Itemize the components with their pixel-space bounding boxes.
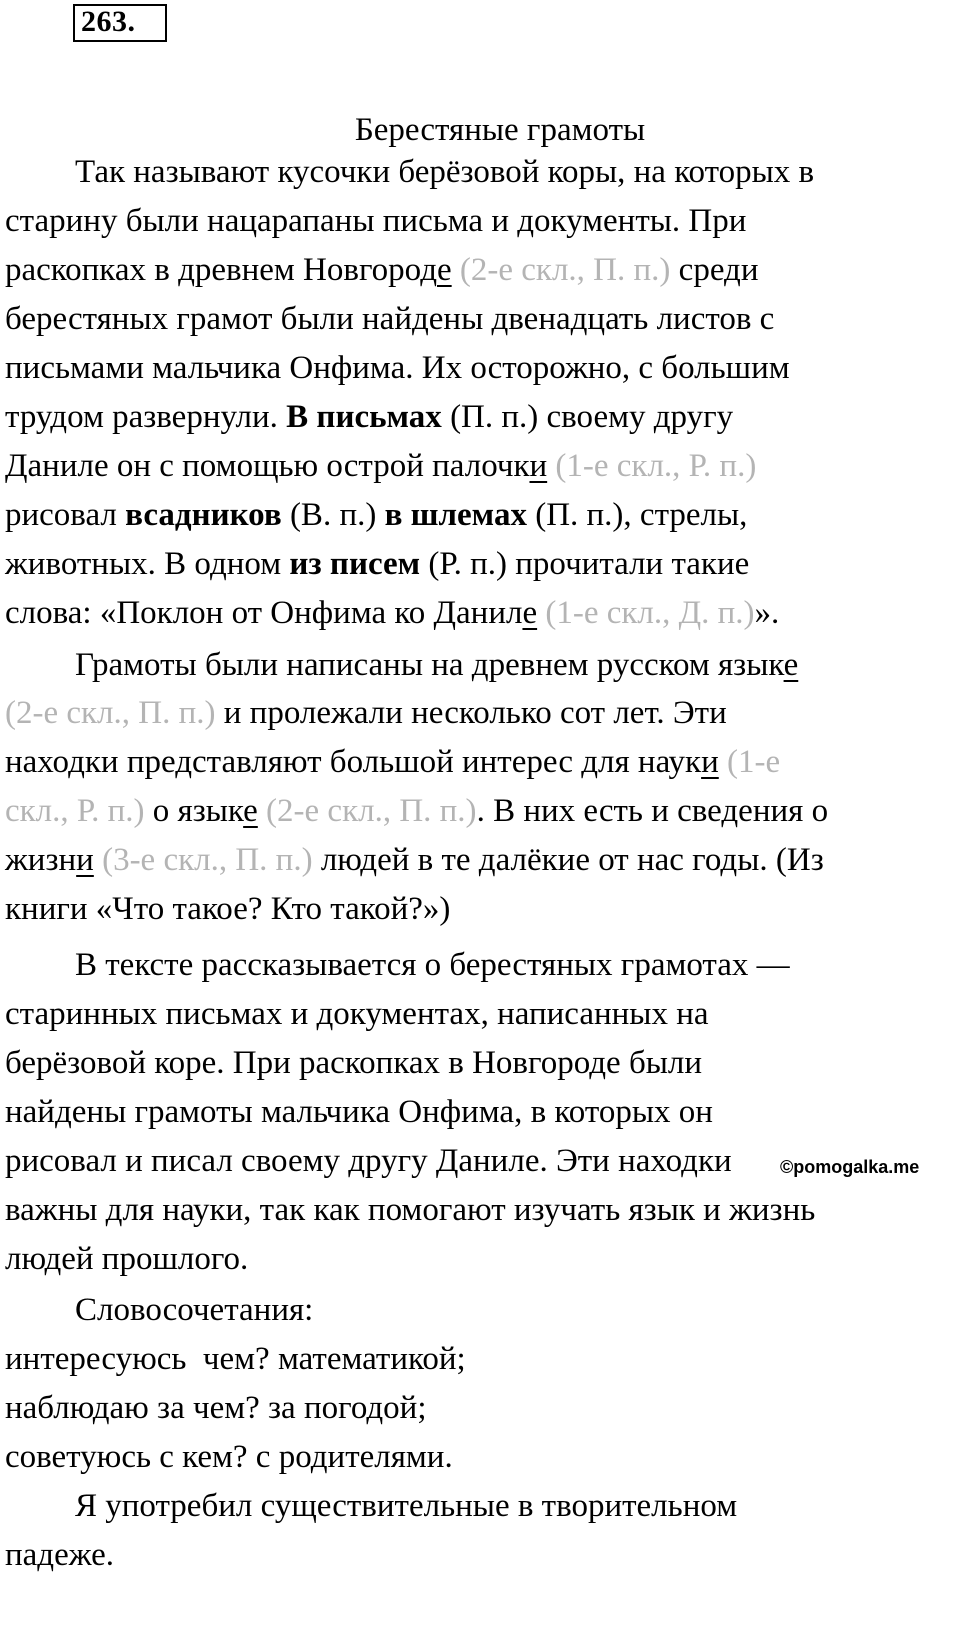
p2-line-2 — [5, 693, 727, 733]
p1-line-7 — [5, 446, 756, 486]
p3-line-6: важны для науки, так как помогают изучать язык и жизнь — [5, 1192, 816, 1228]
bold-phrase: В письмах — [286, 399, 442, 435]
text: (П. п.) своему другу — [441, 399, 734, 435]
p3-line-1: В тексте рассказывается о берестяных грамотах — — [75, 947, 790, 983]
p3-line-7: людей прошлого. — [5, 1241, 249, 1277]
text: жизн — [5, 842, 77, 878]
underlined-ending: и — [529, 448, 548, 484]
underlined-ending: е — [437, 252, 452, 288]
text: трудом развернули. — [5, 399, 287, 435]
grammar-note: (2-е скл., П. п.) — [451, 252, 671, 288]
text: . В них есть и сведения о — [476, 793, 829, 829]
p1-line-1: Так называют кусочки берёзовой коры, на которых в — [75, 154, 815, 190]
text: ». — [754, 595, 780, 631]
text: животных. В одном — [5, 546, 290, 582]
text: раскопках в древнем Новгород — [5, 252, 437, 288]
bold-phrase: всадников — [125, 497, 282, 533]
p1-line-6 — [5, 397, 733, 437]
text: находки представляют большой интерес для наук — [5, 744, 702, 780]
p1-line-4: берестяных грамот были найдены двенадцать листов с — [5, 301, 775, 337]
p3-line-4: найдены грамоты мальчика Онфима, в которых он — [5, 1094, 713, 1130]
p1-line-3 — [5, 250, 758, 290]
underlined-ending: и — [76, 842, 94, 878]
text-title: Берестяные грамоты — [354, 112, 646, 148]
p2-line-6: книги «Что такое? Кто такой?») — [5, 891, 451, 927]
exercise-number: 263. — [73, 4, 167, 42]
grammar-note: (2-е скл., П. п.) — [257, 793, 477, 829]
text: (Р. п.) прочитали такие — [420, 546, 750, 582]
p5-line-1: Я употребил существительные в творительном — [75, 1488, 738, 1524]
p1-line-9 — [5, 544, 749, 584]
watermark: ©pomogalka.me — [780, 1157, 920, 1177]
p3-line-2: старинных письмах и документах, написанных на — [5, 996, 709, 1032]
p1-line-5: письмами мальчика Онфима. Их осторожно, с большим — [5, 350, 790, 386]
collocation-item: наблюдаю за чем? за погодой; — [5, 1390, 427, 1426]
text: (В. п.) — [281, 497, 385, 533]
collocations-heading: Словосочетания: — [75, 1292, 314, 1328]
p5-line-2: падеже. — [5, 1537, 115, 1573]
p2-line-3 — [5, 742, 780, 782]
grammar-note: (1-е скл., Д. п.) — [537, 595, 755, 631]
grammar-note: (1-е скл., Р. п.) — [547, 448, 757, 484]
p1-line-10 — [5, 593, 779, 633]
text: (П. п.), стрелы, — [526, 497, 748, 533]
grammar-note: (2-е скл., П. п.) — [5, 695, 216, 731]
collocation-item: интересуюсь чем? математикой; — [5, 1341, 466, 1377]
collocation-item: советуюсь с кем? с родителями. — [5, 1439, 453, 1475]
text: среди — [670, 252, 759, 288]
bold-phrase: из писем — [289, 546, 421, 582]
underlined-ending: е — [783, 647, 799, 683]
text: о язык — [144, 793, 244, 829]
p2-line-4 — [5, 791, 828, 831]
text: и пролежали несколько сот лет. Эти — [215, 695, 727, 731]
text: рисовал — [5, 497, 126, 533]
p3-line-5: рисовал и писал своему другу Даниле. Эти находки — [5, 1143, 732, 1179]
text: слова: «Поклон от Онфима ко Данил — [5, 595, 523, 631]
grammar-note: (3-е скл., П. п.) — [93, 842, 313, 878]
p3-line-3: берёзовой коре. При раскопках в Новгороде были — [5, 1045, 703, 1081]
underlined-ending: е — [522, 595, 538, 631]
p2-line-1 — [75, 645, 798, 685]
text: людей в те далёкие от нас годы. (Из — [312, 842, 824, 878]
p2-line-5 — [5, 840, 824, 880]
bold-phrase: в шлемах — [384, 497, 527, 533]
p1-line-8 — [5, 495, 747, 535]
grammar-note: скл., Р. п.) — [5, 793, 145, 829]
underlined-ending: е — [243, 793, 258, 829]
grammar-note: (1-е — [718, 744, 781, 780]
text: Грамоты были написаны на древнем русском язык — [75, 647, 784, 683]
text: Даниле он с помощью острой палочк — [5, 448, 530, 484]
p1-line-2: старину были нацарапаны письма и документы. При — [5, 203, 747, 239]
underlined-ending: и — [701, 744, 719, 780]
